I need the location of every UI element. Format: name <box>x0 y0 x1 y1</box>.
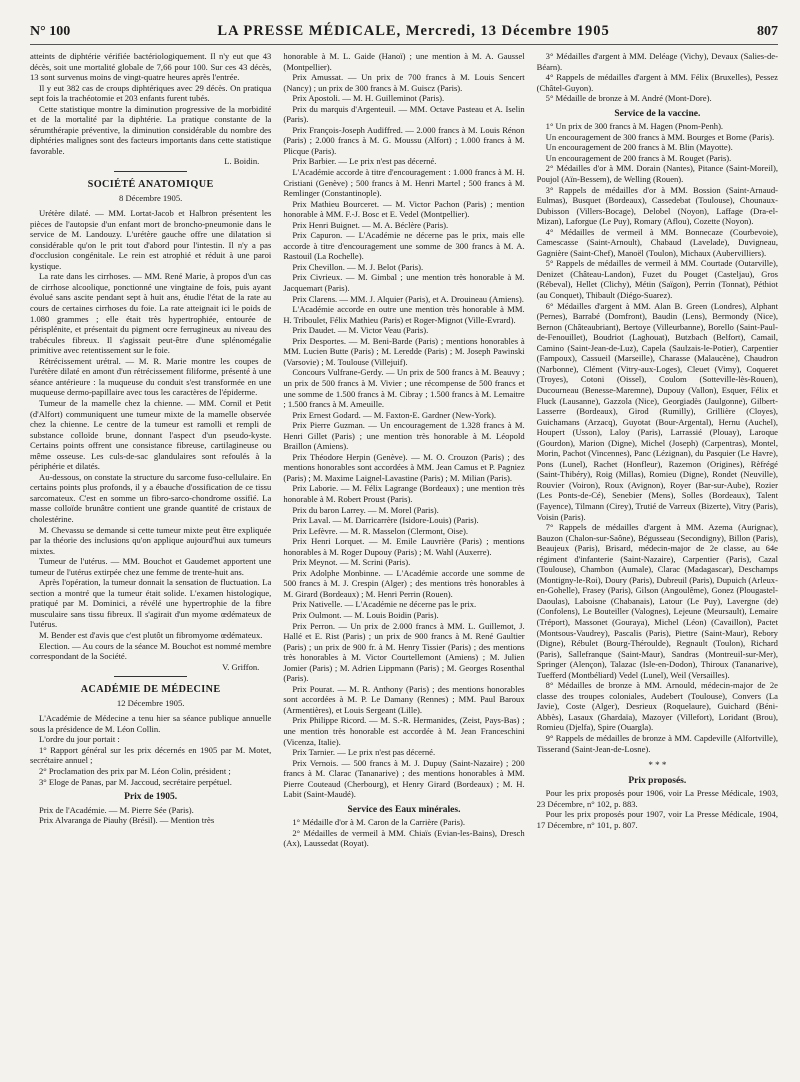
paragraph: honorable à M. L. Gaide (Hanoï) ; une mention à M. A. Gaussel (Montpellier). <box>283 51 525 72</box>
prize-entry: 1° Médaille d'or à M. Caron de la Carrière (Paris). <box>292 817 466 828</box>
prize-entry: Prix Clarens. — MM. J. Alquier (Paris), et A. Drouineau (Amiens). <box>292 293 524 304</box>
paragraph: Pour les prix proposés pour 1906, voir La Presse Médicale, 1903, 23 Décembre, n° 102, p. 883. <box>536 788 778 809</box>
prize-entry: Prix Théodore Herpin (Genève). — M. O. Crouzon (Paris) ; des mentions honorables sont accordées à MM. Jean Camus et P. Pagniez (Paris) ; M. Maxime Laignel-Lavastine (Paris) ; M. Milian (Paris). <box>283 451 525 483</box>
prize-entry: Prix Chevillon. — M. J. Belot (Paris). <box>292 261 424 272</box>
prize-entry: Prix Meynot. — M. Scrini (Paris). <box>292 557 411 568</box>
prize-entry: Prix Desportes. — M. Beni-Barde (Paris) ; mentions honorables à MM. Lucien Butte (Paris) ; M. Leredde (Paris) ; M. Joseph Pawinski (Varsovie) ; M. Toulouse (Villejuif). <box>283 335 525 367</box>
paragraph: Après l'opération, la tumeur donnait la sensation de fluctuation. La section a montré que la tumeur était solide. L'examen histologique, pratiqué par M. Dominici, a révélé une hypertrophie de la fibre musculaire sans tissu fibreux. Il s'agirait d'un myome œdémateux de l'utérus. <box>30 577 272 630</box>
divider <box>114 171 186 172</box>
author-signature: V. Griffon. <box>222 661 260 672</box>
paragraph: Il y eut 382 cas de croups diphtériques avec 29 décès. On pratiqua sept fois la trachéotomie et 203 enfants furent tubés. <box>30 82 272 104</box>
prize-entry: 2° Médailles de vermeil à MM. Chiaïs (Evian-les-Bains), Dresch (Ax), Laussedat (Royat). <box>283 827 525 849</box>
award-entry: 3° Médailles d'argent à MM. Deléage (Vichy), Devaux (Salies-de-Béarn). <box>536 51 778 72</box>
prize-entry: Prix Amussat. — Un prix de 700 francs à M. Louis Sencert (Nancy) ; un prix de 300 francs à M. Guiscz (Paris). <box>283 72 525 93</box>
prize-entry: Prix Laval. — M. Darricarrère (Isidore-Louis) (Paris). <box>292 515 479 526</box>
award-entry: 5° Rappels de médailles de vermeil à MM. Courtade (Outarville), Denizet (Château-Landon), Fuzet du Pouget (Casteljau), Gros (Rébeval), Hellet (Clichy), Métin (Saïgon), Perrin (Tonnat), Péthiot (au Conquet), Thibault (Diégo-Suarez). <box>536 258 778 301</box>
award-entry: 3° Rappels de médailles d'or à MM. Bossion (Saint-Arnaud-Eulmas), Busquet (Bordeaux), Cassedebat (Toulouse), Chounaux-Dubisson (Villers-Bocage), Delobel (Noyon), Laffage (Dra-el-Mizan), Laforgue (Le Puy), Romary (Aflou), Cozette (Noyon). <box>536 184 778 227</box>
prize-entry: Prix Pourat. — M. R. Anthony (Paris) ; des mentions honorables sont accordées à M. P. Le Damany (Rennes) ; MM. Paul Baroux (Armentières), et Louis Sergeant (Lille). <box>283 683 525 715</box>
award-entry: 7° Rappels de médailles d'argent à MM. Azema (Aurignac), Bauzon (Chalon-sur-Saône), Bégusseau (Secondigny), Billon (Paris), Beaujeux (Paris), Brisard, médecin-major de 2e classe, au 64e régiment d'infanterie (Saint-Nazaire), Carpentier (Paris), Cazal (Toulouse), Chambon (Aumale), Clarac (Madagascar), Deschamps (Montigny-le-Roi), Doury (Paris), Dubreuil (Paris), Dupuich (Arleux-en-Gohelle), Frasey (Paris), Gilson (Angoulême), Gonez (Plougastel-Daoulas), Laboisne (Chabanais), Latour (Le Puy), Lavergne (de) (Confolens), Le Bouteiller (Valognes), Lejeune (Meursault), Lemaire (Tréport), Massonet (Gouraya), Michel (Léon) (Cavaillon), Pactet (Montsous-Vaudrey), Pascalis (Paris), Piettre (Saint-Maur), Rebory (Digne), Rébulet (Bourg-Théroulde), Regnault (Toulon), Richard (Paris), Sallefranque (Saint-Maur), Sandras (Montreuil-sur-Mer), Springer (Alençon), Talazac (Isle-en-Dodon), Thiroux (Tananarive), Tuefferd (Montbéliard) Vedel (Lunel), Weil (Versailles). <box>536 522 778 680</box>
prize-entry: Prix Ernest Godard. — M. Faxton-E. Gardner (New-York). <box>292 409 496 420</box>
subsection-title: Service de la vaccine. <box>614 108 701 119</box>
prize-entry: Prix Daudet. — M. Victor Veau (Paris). <box>292 325 429 336</box>
award-entry: 6° Médailles d'argent à MM. Alan B. Green (Londres), Alphant (Pernes), Barrabé (Domfront), Baudin (Lens), Bermondy (Nice), Bernon (Châteaubriant), Bertoye (Villeurbanne), Borello (Saint-Paul-de-Fenouillet), Boudriot (Laghouat), Butzbach (Belfort), Camail, Camino (Saint-Jean-de-Luz), Capela (Saulzais-le-Potier), Carpentier (Fampoux), Cassueil (Marseille), Charasse (Malaucène), Chaudron (Narbonne), Clément (Vitry-aux-Loges), Cleuet (Vimy), Coqueret (Troyes), Cotoni (Oissel), Coulom (Sotteville-lès-Rouen), Ducourneau (Benesse-Maremne), Dupouy (Vallon), Esquer, Félix et Fluck (Lausanne), Gazzola (Nice), Georgiadès (Jaulgonne), Gilbert-Lasserre (Bordeaux), Girod (Rumilly), Grillière (Cloyes), Guichamans (Arzacq), Guyotat (Bour-Argental), Hernu (Auchel), Houpert (Usson), Laloy (Paris), Larrassié (Plouay), Laroque (Gourdon), Marion (Digne), Michel (Joseph) (Carpentras), Montel, Morin, Pachot (Vincennes), Panc (Lézignan), du Pasquier (Le Havre), Pons (Lunel), Rachet (Honfleur), Razemon (Origines), Rèfrégé (Saint-Thibéry), Roig (Millas), Romieu (Digne), Rondet (Neuville), Rouvier (Voiron), Roux (Avignon), Royer (Bar-sur-Aube), Rozier (Les Ponts-de-Cé), Senebier (Mens), Solles (Bordeaux), Talent (Fayence), Tilmann (Cirey), Trutié de Varreux (Bizerte), Vitry (Paris), Voisin (Paris). <box>536 300 778 522</box>
award-entry: 4° Médailles de vermeil à MM. Bonnecaze (Courbevoie), Camescasse (Saint-Arnoult), Chabaud (Lavelade), Duvigneau, Gagnière (Saint-Chef), Manoël (Toulon), Michaux (Aubervilliers). <box>536 226 778 258</box>
prize-entry: Prix Pierre Guzman. — Un encouragement de 1.328 francs à M. Henri Gillet (Paris) ; une mention très honorable à M. Léopold Braillon (Amiens). <box>283 420 525 452</box>
prize-entry: Prix du marquis d'Argenteuil. — MM. Octave Pasteau et A. Iselin (Paris). <box>283 103 525 125</box>
page-header <box>30 0 778 45</box>
prize-entry: L'Académie accorde en outre une mention très honorable à MM. H. Triboulet, Félix Mathieu (Paris) et Roger-Mignot (Ville-Evrard). <box>283 304 525 325</box>
columns <box>30 51 778 1075</box>
prize-entry: Prix Barbier. — Le prix n'est pas décerné. <box>292 156 437 167</box>
paragraph: Tumeur de l'utérus. — MM. Bouchot et Gaudemet apportent une tumeur de l'utérus extirpée chez une femme de trente-huit ans. <box>30 556 272 577</box>
prize-entry: Prix Henri Lorquet. — M. Emile Lauvrière (Paris) ; mentions honorables à M. Roger Dupouy (Paris) ; M. Wahl (Auxerre). <box>283 536 525 557</box>
section-title: ACADÉMIE DE MÉDECINE <box>80 684 221 696</box>
prize-entry: Prix Oulmont. — M. Louis Boidin (Paris). <box>292 609 439 620</box>
section-date: 12 Décembre 1905. <box>116 697 185 708</box>
prize-entry: Prix François-Joseph Audiffred. — 2.000 francs à M. Louis Rénon (Paris) ; 2.000 francs à M. G. Moussu (Alfort) ; 1.000 francs à M. Plicque (Paris). <box>283 124 525 156</box>
subsection-title: Prix proposés. <box>628 775 687 786</box>
section-date: 8 Décembre 1905. <box>119 192 183 203</box>
paragraph: Au-dessous, on constate la structure du sarcome fuso-cellulaire. En certains points plus profonds, il y a ébauche d'ossification de ce tissu sarcomateux. C'est en somme un fibro-sarco-chondrome ossifié. La masse colloïde brunâtre contient une grande quantité de cristaux de cholestérine. <box>30 471 272 524</box>
prize-entry: Concours Vulfrane-Gerdy. — Un prix de 500 francs à M. Beauvy ; un prix de 500 francs à M. Vivier ; une récompense de 500 francs et une somme de 1.500 francs à M. Cibray ; 1.500 francs à M. Lemaitre ; 1.500 francs à M. Ameuille. <box>283 367 525 410</box>
paragraph: Cette statistique montre la diminution progressive de la morbidité et de la mortalité par la diphtérie. La pratique constante de la sérumthérapie préventive, la diminution considérable du nombre des diphtéries malignes sont des facteurs importants dans cette statistique favorable. <box>30 103 272 156</box>
paragraph: Prix de l'Académie. — M. Pierre Sée (Paris). <box>39 804 194 815</box>
paragraph: Pour les prix proposés pour 1907, voir La Presse Médicale, 1904, 17 Décembre, n° 101, p. 807. <box>536 809 778 830</box>
paragraph: La rate dans les cirrhoses. — MM. René Marie, à propos d'un cas de cirrhose alcoolique, ponctionné une vingtaine de fois, puis ayant évolué sans ascite pendant sept à huit ans, étudie l'état de la rate au cours de certaines cirrhoses du foie. La rate atteignait ici le poids de 1.080 grammes ; elle était très hypertrophiée, entourée de périsplénite, et présentait du pigment ocre ferrugineux au niveau des trabécules fibreux. Il s'agissait peut-être d'une splénomégalie primitive avec retentissement sur le foie. <box>30 271 272 356</box>
issue-number: N° 100 <box>30 24 71 39</box>
subsection-title: Prix de 1905. <box>124 792 178 803</box>
prize-entry: Prix Tarnier. — Le prix n'est pas décerné. <box>292 747 436 758</box>
paragraph: L'ordre du jour portait : <box>39 734 120 745</box>
section-title: SOCIÉTÉ ANATOMIQUE <box>87 179 214 191</box>
prize-entry: Prix Mathieu Bourceret. — M. Victor Pachon (Paris) ; mention honorable à MM. F.-J. Bosc et E. Vedel (Montpellier). <box>283 198 525 220</box>
prize-entry: Prix Laborie. — M. Félix Lagrange (Bordeaux) ; une mention très honorable à M. Robert Proust (Paris). <box>283 483 525 504</box>
column-2 <box>283 51 524 1075</box>
prize-entry: Prix Civrieux. — M. Gimbal ; une mention très honorable à M. Jacquemart (Paris). <box>283 272 525 294</box>
prize-entry: L'Académie accorde à titre d'encouragement : 1.000 francs à M. H. Cristiani (Genève) ; 500 francs à M. Henri Martel ; 500 francs à M. Remlinger (Constantinople). <box>283 167 525 199</box>
award-entry: 5° Médaille de bronze à M. André (Mont-Dore). <box>545 93 712 104</box>
prize-entry: Prix Nativelle. — L'Académie ne décerne pas le prix. <box>292 599 477 610</box>
prize-entry: Prix Philippe Ricord. — M. S.-R. Hermanides, (Zeist, Pays-Bas) ; une mention très honorable est accordée à M. Jean Franceschini (Vicenza, Italie). <box>283 715 525 747</box>
award-entry: 9° Rappels de médailles de bronze à MM. Capdeville (Alfortville), Tisserand (Saint-Jean-de-Losne). <box>536 733 778 754</box>
asterism: * * * <box>648 760 667 771</box>
paragraph: Urétère dilaté. — MM. Lortat-Jacob et Halbron présentent les pièces de l'autopsie d'un enfant mort de broncho-pneumonie dans le service de M. Landouzy. L'urétère gauche offre une dilatation si considérable qu'on le prit tout d'abord pour l'intestin. Il n'y a pas d'occlusion congénitale. Le rein est atrophié et réduit à une paroi kystique. <box>30 208 272 271</box>
journal-title: LA PRESSE MÉDICALE, Mercredi, 13 Décembre 1905 <box>217 23 610 39</box>
paragraph: L'Académie de Médecine a tenu hier sa séance publique annuelle sous la présidence de M. Léon Collin. <box>30 713 272 734</box>
award-entry: 2° Médailles d'or à MM. Dorain (Nantes), Pitance (Saint-Moreil), Poujol (Aïn-Bessem), de Welling (Rouen). <box>536 163 778 185</box>
paragraph: Rétrécissement urétral. — M. R. Marie montre les coupes de l'urétère dilaté en amont d'un rétrécissement filiforme, présenté à une séance antérieure : la muqueuse du conduit s'est transformée en une muqueuse dermo-papillaire avec tous les caractères de l'épiderme. <box>30 355 272 398</box>
prize-entry: Prix du baron Larrey. — M. Morel (Paris). <box>292 504 439 515</box>
prize-entry: Prix Capuron. — L'Académie ne décerne pas le prix, mais elle accorde à titre d'encouragement une somme de 300 francs à M. A. Rastouil (La Rochelle). <box>283 230 525 262</box>
prize-entry: Prix Apostoli. — M. H. Guilleminot (Paris). <box>292 93 445 104</box>
prize-entry: Prix Lefèvre. — M. R. Masselon (Clermont, Oise). <box>292 525 468 536</box>
paragraph: M. Chevassu se demande si cette tumeur mixte peut être expliquée par la théorie des inclusions qu'on applique aujourd'hui aux tumeurs mixtes. <box>30 524 272 556</box>
award-entry: 8° Médailles de bronze à MM. Arnould, médecin-major de 2e classe des troupes coloniales, Audebert (Toulouse), Convers (La Javie), Coste (Alger), Desrieux (Roquelaure), Guichard (Béni-Abbès), Lasaux (Ghardaïa), Mazoyer (Villefort), Loridant (Brou), Romieu (Djelfa), Spire (Ouargla). <box>536 680 778 733</box>
paragraph: 3° Eloge de Panas, par M. Jaccoud, secrétaire perpétuel. <box>39 776 232 787</box>
column-1 <box>30 51 271 1075</box>
column-3 <box>537 51 778 1075</box>
prize-entry: Prix Adolphe Monbinne. — L'Académie accorde une somme de 500 francs à M. J. Crespin (Alger) ; des mentions très honorables à M. Girard (Bordeaux) ; M. Henri Perrin (Rouen). <box>283 567 525 599</box>
award-entry: Un encouragement de 200 francs à M. Rouget (Paris). <box>545 152 732 163</box>
paragraph: Election. — Au cours de la séance M. Bouchot est nommé membre correspondant de la Société. <box>30 640 272 662</box>
prize-entry: Prix Vernois. — 500 francs à M. J. Dupuy (Saint-Nazaire) ; 200 francs à M. Clarac (Tananarive) ; des mentions honorables à MM. Pierre Couteaud (Cherbourg), et Henry Girard (Bordeaux) ; M. H. Labit (Saint-Maudé). <box>283 757 525 800</box>
paragraph: 1° Rapport général sur les prix décernés en 1905 par M. Motet, secrétaire annuel ; <box>30 744 272 766</box>
paragraph: Tumeur de la mamelle chez la chienne. — MM. Cornil et Petit (d'Alfort) communiquent une tumeur mixte de la mamelle observée chez la chienne. Le centre de la tumeur est ramolli et rempli de substance colloïde brune, donnant l'aspect d'un pseudo-kyste. Certains points offrent une consistance fibreuse, cartilagineuse ou même osseuse. Les culs-de-sac glandulaires sont refoulés à la périphérie et dilatés. <box>30 397 272 472</box>
prize-entry: Prix Henri Buignet. — M. A. Béclère (Paris). <box>292 219 449 230</box>
award-entry: Un encouragement de 300 francs à MM. Bourges et Borne (Paris). <box>545 131 775 142</box>
divider <box>114 676 186 677</box>
prize-entry: Prix Perron. — Un prix de 2.000 francs à MM. L. Guillemot, J. Hallé et E. Rist (Paris) ; un prix de 900 francs à M. René Gaultier (Paris) ; un prix de 900 fr. à M. Henry Tissier (Paris) ; des mentions très honorables à M. Victor Courtellemont (Amiens) ; M. Julien Jomier (Paris) ; M. Adrien Lippmann (Paris) ; M. Georges Rosenthal (Paris). <box>283 620 525 684</box>
award-entry: Un encouragement de 200 francs à M. Blin (Mayotte). <box>545 142 733 153</box>
paragraph: atteints de diphtérie vérifiée bactériologiquement. Il n'y eut que 43 décès, soit une mortalité globale de 7,66 pour 100. Sur ces 43 décès, 13 sont survenus moins de vingt-quatre heures après l'entrée. <box>30 51 272 83</box>
page-number: 807 <box>757 24 778 39</box>
paragraph: M. Bender est d'avis que c'est plutôt un fibromyome œdémateux. <box>39 629 263 640</box>
author-signature: L. Boidin. <box>224 156 260 167</box>
award-entry: 4° Rappels de médailles d'argent à MM. Félix (Bruxelles), Pessez (Châtel-Guyon). <box>536 72 778 93</box>
paragraph: Prix Alvaranga de Piauhy (Brésil). — Mention très <box>39 815 215 826</box>
paragraph: 2° Proclamation des prix par M. Léon Colin, président ; <box>39 766 231 776</box>
subsection-title: Service des Eaux minérales. <box>347 804 461 815</box>
award-entry: 1° Un prix de 300 francs à M. Hagen (Pnom-Penh). <box>545 121 724 132</box>
